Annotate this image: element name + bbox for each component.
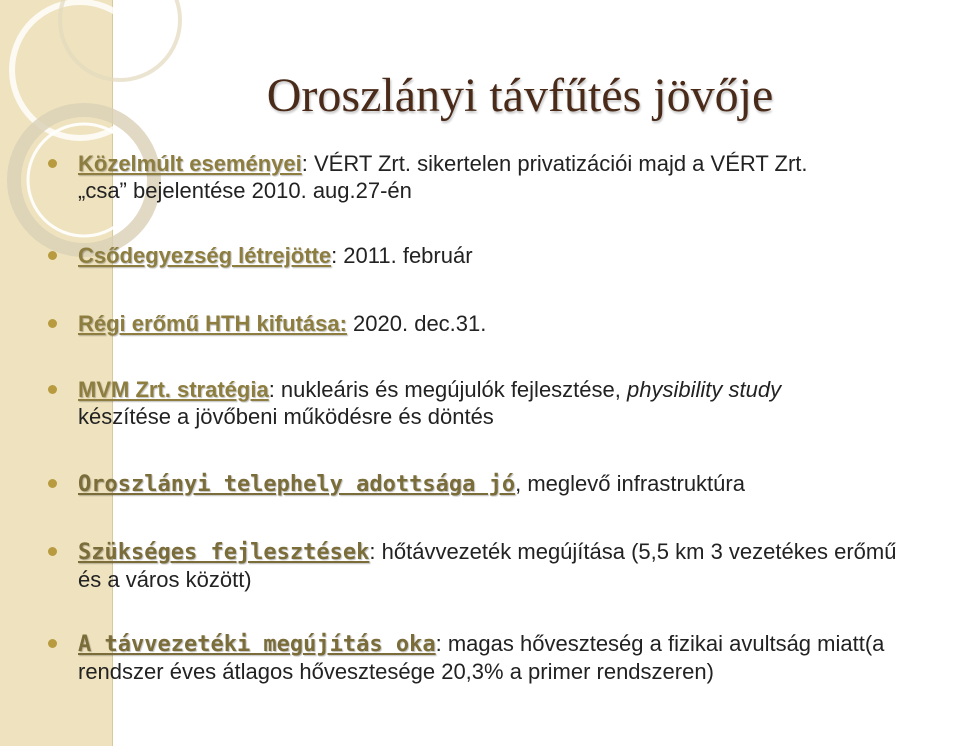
bullet-text: : hőtávvezeték megújítása (5,5 km 3 vezetékes erőmű (369, 539, 897, 564)
bullet-key: MVM Zrt. stratégia (78, 377, 269, 402)
bullet-reason (78, 630, 936, 685)
bullet-settlement (78, 242, 936, 269)
bullet-key: Közelmúlt eseményei (78, 151, 302, 176)
bullet-dot (48, 159, 57, 168)
bullet-continuation: rendszer éves átlagos hővesztesége 20,3% a primer rendszeren) (78, 659, 714, 684)
bullet-dot (48, 479, 57, 488)
bullet-dot (48, 385, 57, 394)
bullet-key: Oroszlányi telephely adottsága jó (78, 472, 516, 497)
bullet-key: A távvezetéki megújítás oka (78, 632, 436, 657)
bullet-mvm-strategy (78, 376, 936, 430)
bullet-text: : nukleáris és megújulók fejlesztése, (268, 377, 627, 402)
bullet-dot (48, 319, 57, 328)
bullet-dot (48, 639, 57, 648)
bullet-continuation: „csa” bejelentése 2010. aug.27-én (78, 178, 412, 203)
bullet-key: Csődegyezség létrejötte (78, 243, 332, 268)
bullet-text: : VÉRT Zrt. sikertelen privatizációi majd a VÉRT Zrt. (301, 151, 808, 176)
bullet-italic: physibility study (627, 377, 782, 402)
bullet-text: 2020. dec.31. (346, 311, 487, 336)
bullet-key: Régi erőmű HTH kifutása: (78, 311, 347, 336)
bullet-recent-events (78, 150, 936, 204)
bullet-dot (48, 251, 57, 260)
bullet-continuation: készítése a jövőbeni működésre és döntés (78, 404, 494, 429)
bullet-old-plant (78, 310, 936, 337)
bullet-dot (48, 547, 57, 556)
bullet-developments (78, 538, 936, 593)
bullet-text: : magas hőveszteség a fizikai avultság miatt(a (435, 631, 885, 656)
bullet-text: : 2011. február (331, 243, 473, 268)
bullet-text: , meglevő infrastruktúra (515, 471, 745, 496)
bullet-site (78, 470, 936, 498)
slide-title: Oroszlányi távfűtés jövője (266, 69, 774, 122)
bullet-key: Szükséges fejlesztések (78, 540, 370, 565)
bullet-continuation: és a város között) (78, 567, 252, 592)
